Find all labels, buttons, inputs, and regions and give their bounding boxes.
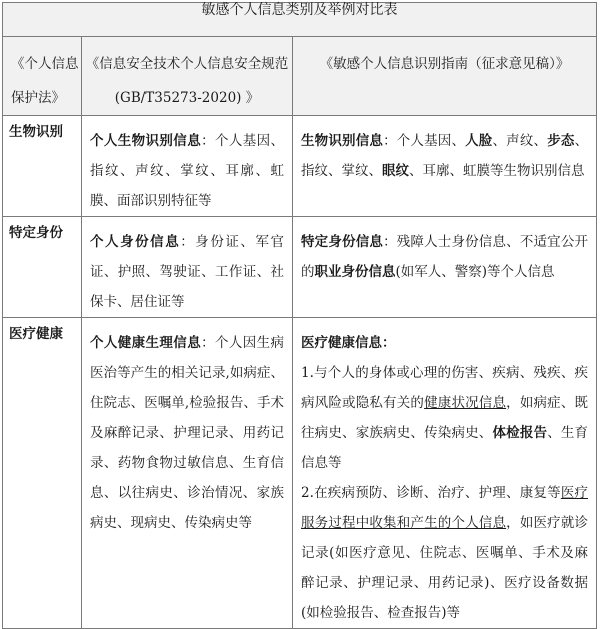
guide-bold-term: 人脸 xyxy=(465,133,493,149)
guide-text: ：残障人士身份信息、不适宜公开的 xyxy=(301,234,589,280)
guide-underlined-term: 健康状况信息 xyxy=(424,395,507,411)
guide-text: ：个人基因、 xyxy=(383,133,466,149)
guide-biometric-term: 生物识别信息 xyxy=(301,133,384,149)
comparison-table xyxy=(2,2,597,629)
table-row xyxy=(3,217,597,318)
gbt-biometric-desc: ：个人基因、指纹、声纹、掌纹、耳廓、虹膜、面部识别特征等 xyxy=(90,133,285,209)
header-guide xyxy=(293,37,597,116)
header-guide-text: 《敏感个人信息识别指南（征求意见稿）》 xyxy=(319,56,570,72)
gbt-medical-term: 个人健康生理信息 xyxy=(90,335,202,351)
table-header-row xyxy=(3,37,597,116)
guide-medical-para2 xyxy=(301,478,588,628)
guide-text: 、声纹、 xyxy=(492,133,548,149)
gbt-medical-cell xyxy=(82,318,292,538)
table-row xyxy=(3,116,597,217)
guide-bold-term: 体检报告 xyxy=(492,425,548,441)
guide-medical-para1 xyxy=(301,358,588,478)
gbt-biometric-cell xyxy=(82,116,292,216)
guide-bold-term: 眼纹 xyxy=(382,163,409,179)
guide-underlined-term: 医疗服务过程中收集和产生的个人信息 xyxy=(301,485,589,531)
header-pipl-text: 《个人信息保护法》 xyxy=(11,56,79,106)
guide-text: 、耳廓、虹膜等生物识别信息 xyxy=(409,163,585,179)
guide-text: (如军人、警察)等个人信息 xyxy=(395,264,555,280)
gbt-identity-term: 个人身份信息 xyxy=(90,234,181,250)
guide-text: 2.在疾病预防、诊断、治疗、护理、康复等 xyxy=(301,485,561,501)
header-pipl xyxy=(3,37,82,116)
guide-bold-term: 步态 xyxy=(547,133,575,149)
guide-medical-cell xyxy=(293,318,596,628)
guide-bold-term: 职业身份信息 xyxy=(314,264,396,280)
guide-text: 、生育信息等 xyxy=(301,425,589,471)
guide-identity-cell xyxy=(293,217,596,287)
guide-text: 1.与个人的身体或心理的伤害、疾病、残疾、疾病风险或隐私有关的 xyxy=(301,365,589,411)
header-gbt35273-line2: (GB/T35273-2020) 》 xyxy=(114,90,260,106)
guide-text: ，如医疗就诊记录(如医疗意见、住院志、医嘱单、手术及麻醉记录、护理记录、用药记录)、医疗设备数据(如检验报告、检查报告)等 xyxy=(301,515,589,621)
guide-text: ，如病症、既往病史、家族病史、传染病史、 xyxy=(301,395,589,441)
gbt-identity-cell xyxy=(82,217,292,317)
guide-medical-heading: 医疗健康信息： xyxy=(301,335,396,351)
table-title-row xyxy=(3,3,597,37)
gbt-identity-desc: ：身份证、军官证、护照、驾驶证、工作证、社保卡、居住证等 xyxy=(90,234,284,310)
header-gbt35273 xyxy=(82,37,293,116)
guide-text: 、指纹、掌纹、 xyxy=(301,133,589,179)
guide-biometric-cell xyxy=(293,116,596,186)
category-biometric: 生物识别 xyxy=(9,124,63,140)
table-row xyxy=(3,318,597,629)
gbt-medical-desc: ：个人因生病医治等产生的相关记录,如病症、住院志、医嘱单,检验报告、手术及麻醉记录、护理记录、用药记录、药物食物过敏信息、生育信息、以往病史、诊治情况、家族病史、现病史、传染病史等 xyxy=(90,335,285,531)
guide-identity-term: 特定身份信息 xyxy=(301,234,384,250)
category-identity: 特定身份 xyxy=(9,225,63,241)
table-title: 敏感个人信息类别及举例对比表 xyxy=(3,3,597,37)
gbt-biometric-term: 个人生物识别信息 xyxy=(90,133,202,149)
category-medical: 医疗健康 xyxy=(9,326,63,342)
header-gbt35273-line1: 《信息安全技术个人信息安全规范 xyxy=(85,56,289,72)
